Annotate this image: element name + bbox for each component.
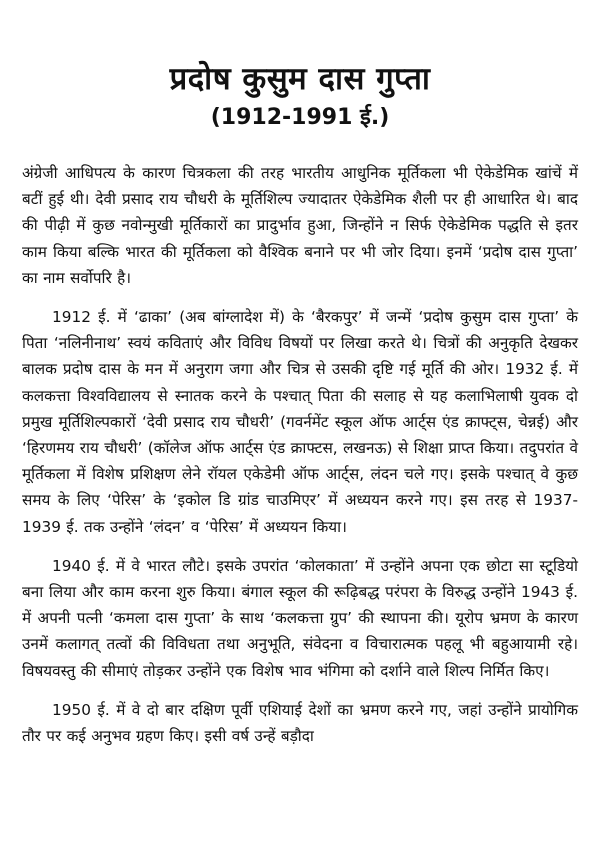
life-years: (1912-1991 ई.) (210, 105, 390, 130)
paragraph-intro: अंग्रेजी आधिपत्य के कारण चित्रकला की तरह भारतीय आधुनिक मूर्तिकला भी ऐकेडेमिक खांचें में बटीं हुई थी। देवी प्रसाद राय चौधरी के मूर्तिशिल्प ज्यादातर ऐकेडेमिक शैली पर ही आधारित थे। बाद की पीढ़ी में कुछ नवोन्मुखी मूर्तिकारों का प्रादुर्भाव हुआ, जिन्होंने न सिर्फ ऐकेडेमिक पद्धति से इतर काम किया बल्कि भारत की मूर्तिकला को वैश्विक बनाने पर भी जोर दिया। इनमें ‘प्रदोष दास गुप्ता’ का नाम सर्वोपरि है। (22, 164, 578, 287)
paragraph-southeast-asia: 1950 ई. में वे दो बार दक्षिण पूर्वी एशियाई देशों का भ्रमण करने गए, जहां उन्होंने प्रायोगिक तौर पर कई अनुभव ग्रहण किए। इसी वर्ष उन्हें बड़ौदा (22, 700, 578, 746)
paragraph-calcutta-group: 1940 ई. में वे भारत लौटे। इसके उपरांत ‘कोलकाता’ में उन्होंने अपना एक छोटा सा स्टूडियो बना लिया और काम करना शुरु किया। बंगाल स्कूल की रूढ़िबद्ध परंपरा के विरुद्ध उन्होंने 1943 ई. में अपनी पत्नी ‘कमला दास गुप्ता’ के साथ ‘कलकत्ता ग्रुप’ की स्थापना की। यूरोप भ्रमण के कारण उनमें कलागत् तत्वों की विविधता तथा अनुभूति, संवेदना व विचारात्मक पहलू भी बहुआयामी रहे। विषयवस्तु की सीमाएं तोड़कर उन्होंने एक विशेष भाव भंगिमा को दर्शाने वाले शिल्प निर्मित किए। (22, 556, 578, 680)
page-title: प्रदोष कुसुम दास गुप्ता (169, 61, 431, 97)
paragraph-early-life: 1912 ई. में ‘ढाका’ (अब बांग्लादेश में) के ‘बैरकपुर’ में जन्में ‘प्रदोष कुसुम दास गुप्ता’ के पिता ‘नलिनीनाथ’ स्वयं कविताएं और विविध विषयों पर लिखा करते थे। चित्रों की अनुकृति देखकर बालक प्रदोष दास के मन में अनुराग जगा और चित्र से उसकी दृष्टि गई मूर्ति की ओर। 1932 ई. में कलकत्ता विश्वविद्यालय से स्नातक करने के पश्चात् पिता की सलाह से यह कलाभिलाषी युवक दो प्रमुख मूर्तिशिल्पकारों ‘देवी प्रसाद राय चौधरी’ (गवर्नमेंट स्कूल ऑफ आर्ट्स एंड क्राफ्ट्स, चेन्नई) और ‘हिरणमय राय चौधरी’ (कॉलेज ऑफ आर्ट्स एंड क्राफ्टस, लखनऊ) से शिक्षा प्राप्त किया। तदुपरांत वे मूर्तिकला में विशेष प्रशिक्षण लेने रॉयल एकेडेमी ऑफ आर्ट्स, लंदन चले गए। इसके पश्चात् वे कुछ समय के लिए ‘पेरिस’ के ‘इकोल डि ग्रांड चाउमिएर’ में अध्ययन करने गए। इस तरह से 1937-1939 ई. तक उन्होंने ‘लंदन’ व ‘पेरिस’ में अध्ययन किया। (22, 308, 578, 536)
